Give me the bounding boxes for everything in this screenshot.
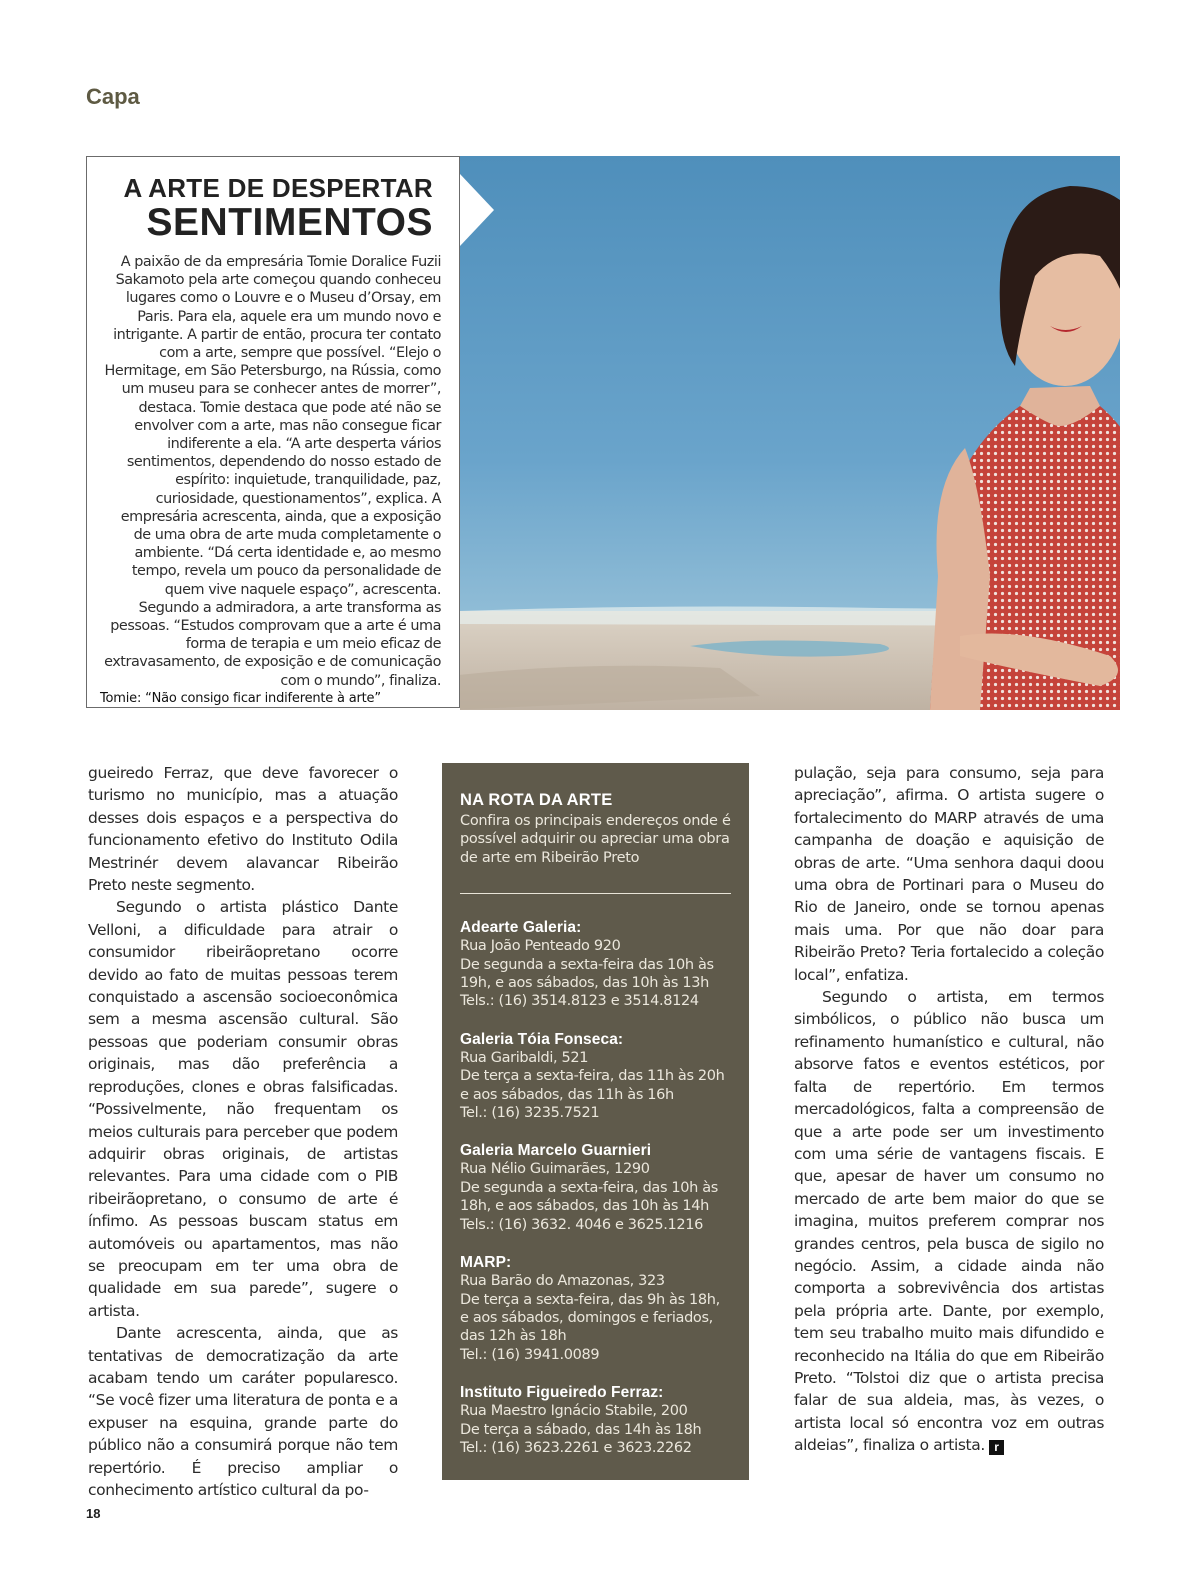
end-of-article-mark: r <box>989 1440 1004 1455</box>
venue-address: Rua João Penteado 920 <box>460 938 621 955</box>
venue-entry <box>460 1030 731 1123</box>
venue-address: Rua Maestro Ignácio Stabile, 200 <box>460 1403 688 1420</box>
venue-name: Adearte Galeria: <box>460 919 582 937</box>
venue-hours: De terça a sábado, das 14h às 18h <box>460 1421 702 1438</box>
venue-hours: De segunda a sexta-feira das 10h às 19h, e aos sábados, das 10h às 13h <box>460 956 714 992</box>
venue-entry <box>460 1141 731 1234</box>
right-paragraph <box>794 986 1104 1457</box>
sidebar-title: NA ROTA DA ARTE <box>460 791 613 809</box>
venue-name: Galeria Tóia Fonseca: <box>460 1030 624 1048</box>
intro-paragraph: A paixão de da empresária Tomie Doralice Fuzii Sakamoto pela arte começou quando conheceu lugares como o Louvre e o Museu d’Orsay, em Paris. Para ela, aquele era um mundo novo e intrigante. A partir de então, procura ter contato com a arte, sempre que possível. “Elejo o Hermitage, em São Petersburgo, na Rússia, como um museu para se conhecer antes de morrer”, destaca. Tomie destaca que pode até não se envolver com a arte, mas não consegue ficar indiferente a ela. “A arte desperta vários sentimentos, dependendo do nosso estado de espírito: inquietude, tranquilidade, paz, curiosidade, questionamentos”, explica. A empresária acrescenta, ainda, que a exposição de uma obra de arte muda completamente o ambiente. “Dá certa identidade e, ao mesmo tempo, revela um pouco da personalidade de quem vive naquele espaço”, acrescenta. Segundo a admiradora, a arte transforma as pessoas. “Estudos comprovam que a arte é uma forma de terapia e um meio eficaz de extravasamento, de exposição e de comunicação com o mundo”, finaliza. <box>104 254 441 689</box>
headline-line2: SENTIMENTOS <box>146 201 433 244</box>
left-paragraph: Dante acrescenta, ainda, que as tentativas de democratização da arte acabam tendo um caráter popularesco. “Se você fizer uma literatura de ponta e a expuser na esquina, grande parte do público não a consumirá porque não tem repertório. É preciso ampliar o conhecimento artístico cultural da po- <box>88 1324 398 1499</box>
left-paragraph: gueiredo Ferraz, que deve favorecer o turismo no município, mas a atuação desses dois espaços e a perspectiva do funcionamento efetivo do Instituto Odila Mestrinér devem alavancar Ribeirão Preto neste segmento. <box>88 764 398 895</box>
right-paragraph-text: Segundo o artista, em termos simbólicos, o público não busca um refinamento humanístico e cultural, não absorve fatos e eventos estéticos, por falta de repertório. Em termos mercadológicos, falta a compreensão de que a arte pode ser um investimento com uma série de vantagens fiscais. E que, apesar de haver um consumo no mercado de arte bem maior do que se imagina, muitos preferem comprar nos grandes centros, pela busca de sigilo no negócio. Assim, a cidade ainda não comporta a sobrevivência dos artistas pela própria arte. Dante, por exemplo, tem seu trabalho muito mais difundido e reconhecido na Itália do que em Ribeirão Preto. “Tolstoi diz que o artista precisa falar de sua aldeia, mas, às vezes, o artista local só encontra voz em outras aldeias”, finaliza o artista. <box>794 988 1104 1455</box>
venue-entry <box>460 1253 731 1364</box>
portrait-illustration <box>460 156 1120 710</box>
venue-hours: De terça a sexta-feira, das 11h às 20h e aos sábados, das 11h às 16h <box>460 1068 725 1103</box>
headline <box>123 173 433 243</box>
right-paragraph: pulação, seja para consumo, seja para apreciação”, afirma. O artista sugere o fortalecimento do MARP através de uma campanha de doação e aquisição de obras de arte. “Uma senhora daqui doou uma obra de Portinari para o Museu do Rio de Janeiro, onde se tornou apenas mais uma. Por que não doar para Ribeirão Preto? Teria fortalecido a coleção local”, enfatiza. <box>794 764 1104 984</box>
venue-address: Rua Garibaldi, 521 <box>460 1049 589 1066</box>
feature-box <box>86 156 1118 710</box>
photo-caption: Tomie: “Não consigo ficar indiferente à arte” <box>100 691 381 706</box>
venue-name: Galeria Marcelo Guarnieri <box>460 1142 652 1160</box>
venue-address: Rua Nélio Guimarães, 1290 <box>460 1161 650 1178</box>
portrait-photo <box>460 156 1120 710</box>
venue-phone: Tel.: (16) 3235.7521 <box>460 1105 600 1122</box>
right-column <box>794 762 1104 1457</box>
arrow-pointer <box>460 174 494 246</box>
venue-phone: Tel.: (16) 3623.2261 e 3623.2262 <box>460 1439 692 1456</box>
venue-phone: Tel.: (16) 3941.0089 <box>460 1346 600 1363</box>
feature-text-panel <box>86 156 460 708</box>
venue-entry <box>460 1383 731 1457</box>
venue-hours: De segunda a sexta-feira, das 10h às 18h, e aos sábados, das 10h às 14h <box>460 1179 719 1215</box>
venue-entry <box>460 918 731 1011</box>
headline-line1: A ARTE DE DESPERTAR <box>123 173 433 203</box>
left-column <box>88 762 398 1501</box>
venue-phone: Tels.: (16) 3514.8123 e 3514.8124 <box>460 993 699 1010</box>
section-label: Capa <box>86 84 140 109</box>
left-paragraph: Segundo o artista plástico Dante Velloni, a dificuldade para atrair o consumidor ribeirãopretano ocorre devido ao fato de muitas pessoas terem conquistado a ascensão socioeconômica sem a mesma ascensão cultural. São pessoas que poderiam consumir obras originais, mas dão preferência a reproduções, clones e obras falsificadas. “Possivelmente, não frequentam os meios culturais para perceber que podem adquirir obras originais, de artistas relevantes. Para uma cidade com o PIB ribeirãopretano, o consumo de arte é ínfimo. As pessoas buscam status em automóveis ou apartamentos, mas não se preocupam em ter uma obra de qualidade em sua parede”, sugere o artista. <box>88 898 398 1320</box>
venue-address: Rua Barão do Amazonas, 323 <box>460 1273 665 1290</box>
sidebar-intro: Confira os principais endereços onde é possível adquirir ou apreciar uma obra de arte em Ribeirão Preto <box>460 813 731 866</box>
venue-hours: De terça a sexta-feira, das 9h às 18h, e aos sábados, domingos e feriados, das 12h às 18h <box>460 1291 720 1345</box>
venue-name: Instituto Figueiredo Ferraz: <box>460 1384 664 1402</box>
sidebar-box <box>442 763 749 1480</box>
sidebar-divider <box>460 893 731 894</box>
venue-name: MARP: <box>460 1254 512 1272</box>
page-number: 18 <box>86 1506 101 1521</box>
venue-phone: Tels.: (16) 3632. 4046 e 3625.1216 <box>460 1216 704 1233</box>
